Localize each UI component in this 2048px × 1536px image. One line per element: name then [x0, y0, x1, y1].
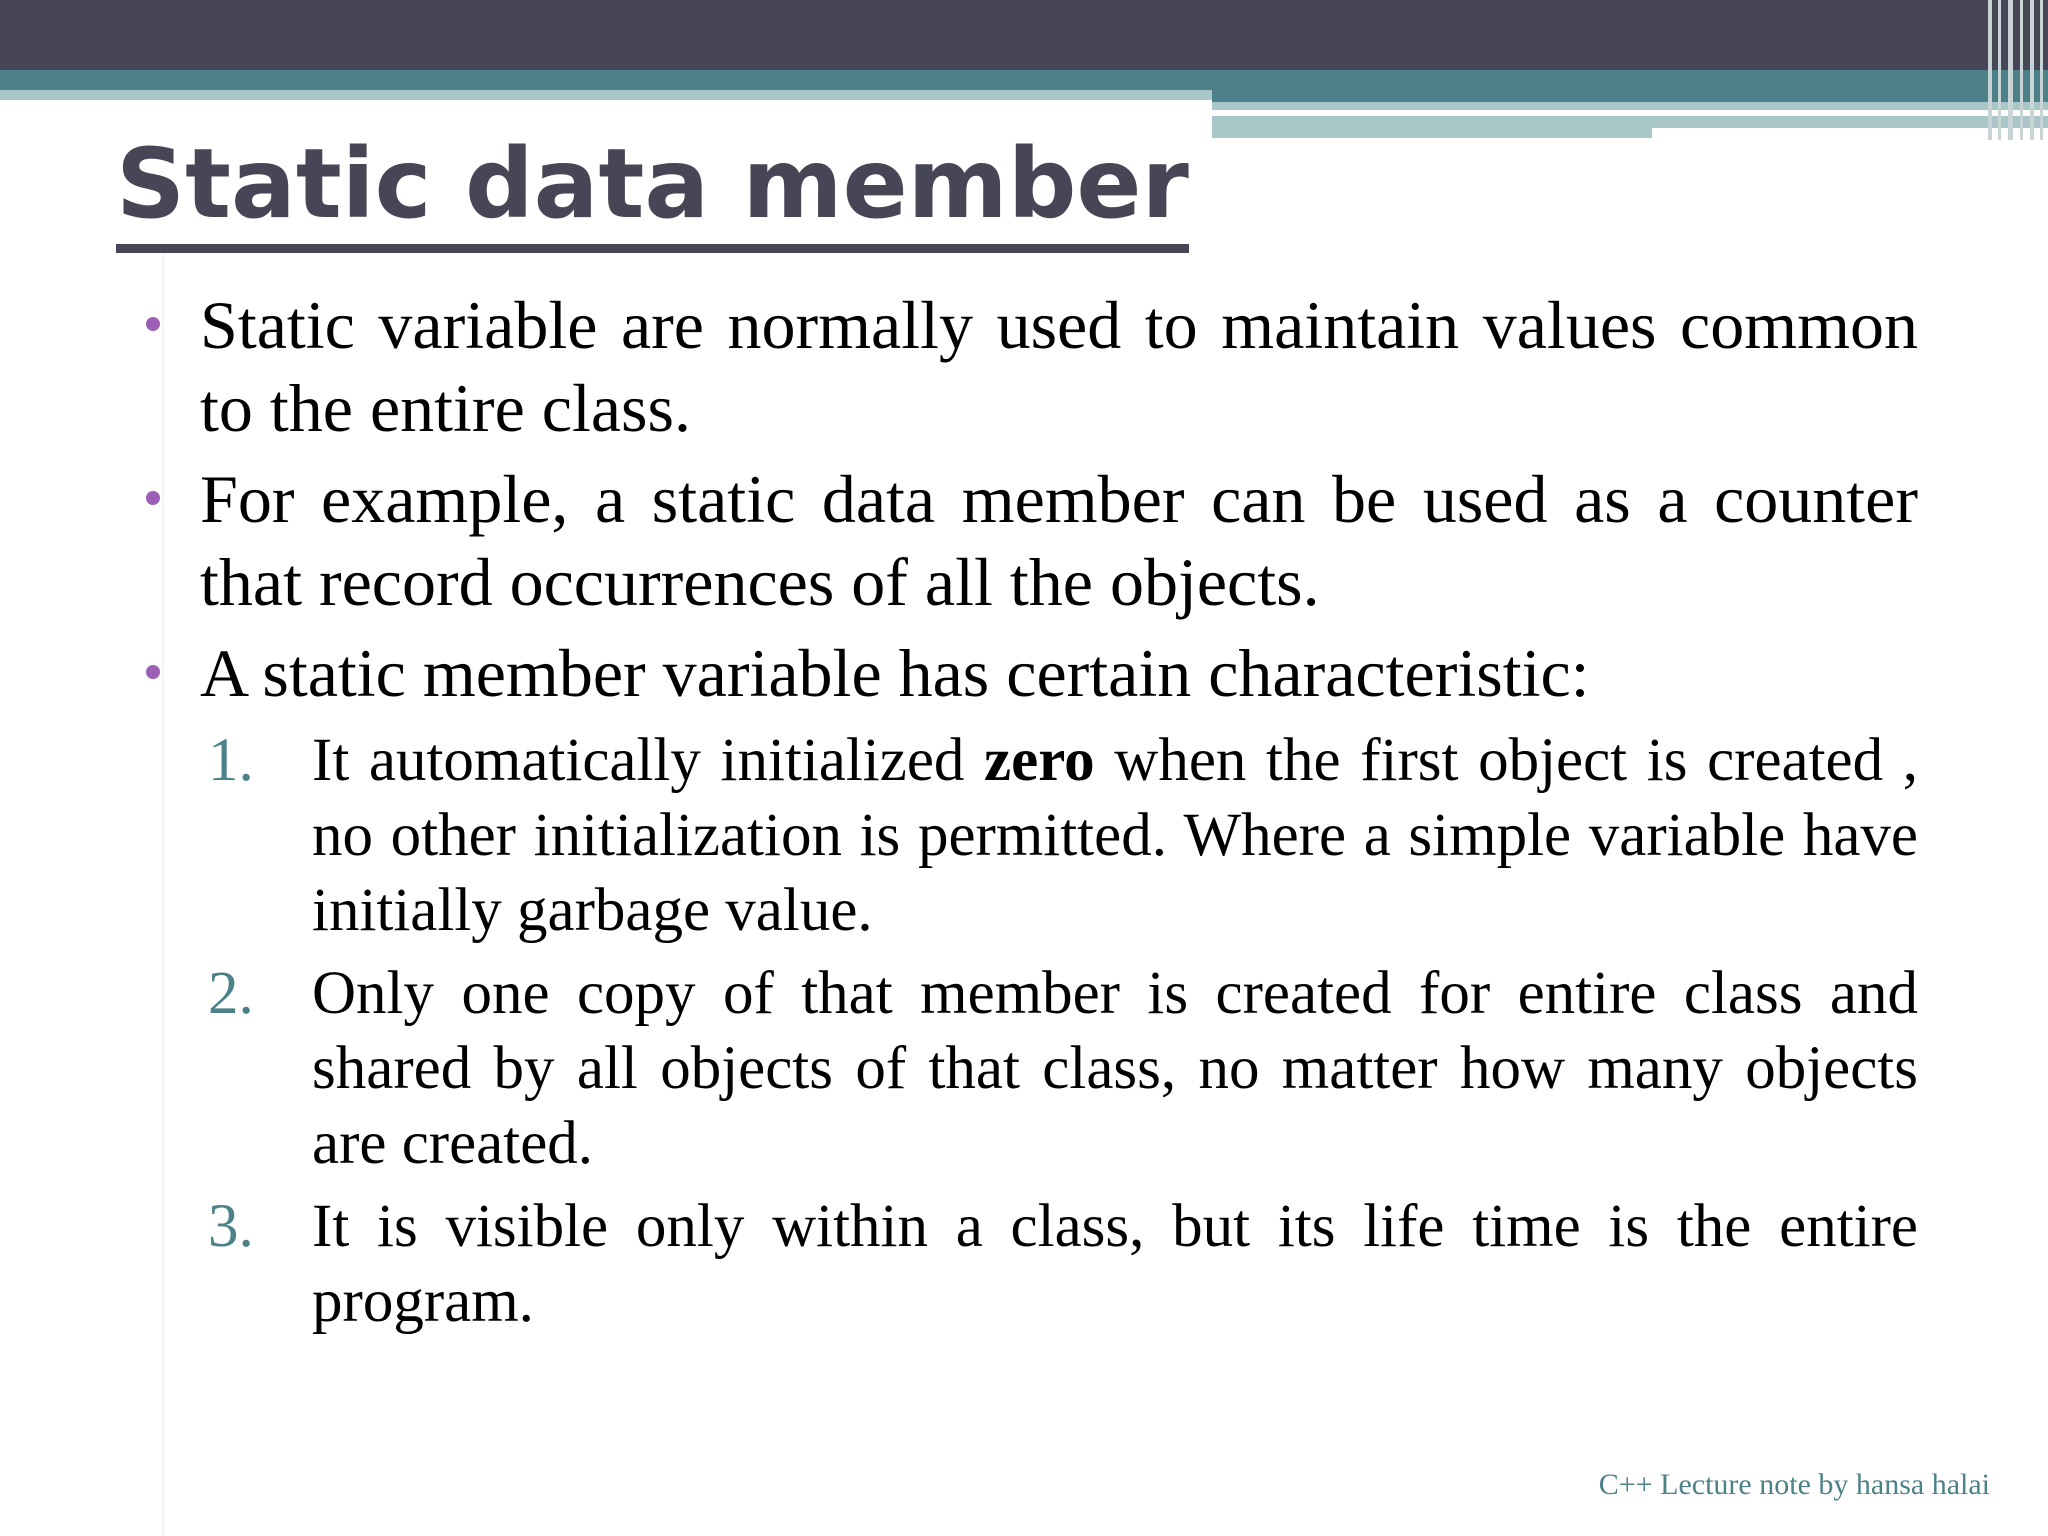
- bullet-text: A static member variable has certain characteristic:: [200, 635, 1590, 711]
- bullet-text: For example, a static data member can be used as a counter that record occurrences of all the objects.: [200, 461, 1918, 620]
- bullet-item: [140, 284, 1918, 450]
- slide-content: [140, 284, 1918, 1347]
- header-white-line: [1212, 111, 1896, 116]
- item-text-bold: zero: [984, 727, 1095, 794]
- header-stripes-decoration: [1984, 0, 2048, 140]
- item-text-after: when the first object is created , no other initialization is permitted. Where a simple variable have initially garbage value.: [312, 727, 1918, 944]
- numbered-item: [140, 1189, 1918, 1339]
- header-band-light-right-bottom: [1212, 124, 1652, 138]
- item-number: 3.: [208, 1193, 254, 1260]
- numbered-item: [140, 956, 1918, 1181]
- header-band-light-right: [1212, 102, 2048, 110]
- item-number: 1.: [208, 727, 254, 794]
- header-band-light-left: [0, 90, 1212, 100]
- item-text: It is visible only within a class, but its life time is the entire program.: [312, 1193, 1918, 1335]
- numbered-item: [140, 723, 1918, 948]
- item-text: Only one copy of that member is created for entire class and shared by all objects of that class, no matter how many objects are created.: [312, 960, 1918, 1177]
- item-number: 2.: [208, 960, 254, 1027]
- bullet-item: [140, 632, 1918, 715]
- item-text-before: It automatically initialized: [312, 727, 985, 794]
- header-band-dark: [0, 0, 2048, 70]
- bullet-dot-icon: [146, 317, 160, 331]
- bullet-item: [140, 458, 1918, 624]
- bullet-dot-icon: [146, 665, 160, 679]
- footer-credit: C++ Lecture note by hansa halai: [1598, 1468, 1990, 1501]
- header-band-teal: [0, 70, 2048, 90]
- bullet-dot-icon: [146, 491, 160, 505]
- bullet-text: Static variable are normally used to maintain values common to the entire class.: [200, 287, 1918, 446]
- header-band-teal-right: [1212, 90, 2048, 102]
- slide-title: Static data member: [116, 132, 1189, 253]
